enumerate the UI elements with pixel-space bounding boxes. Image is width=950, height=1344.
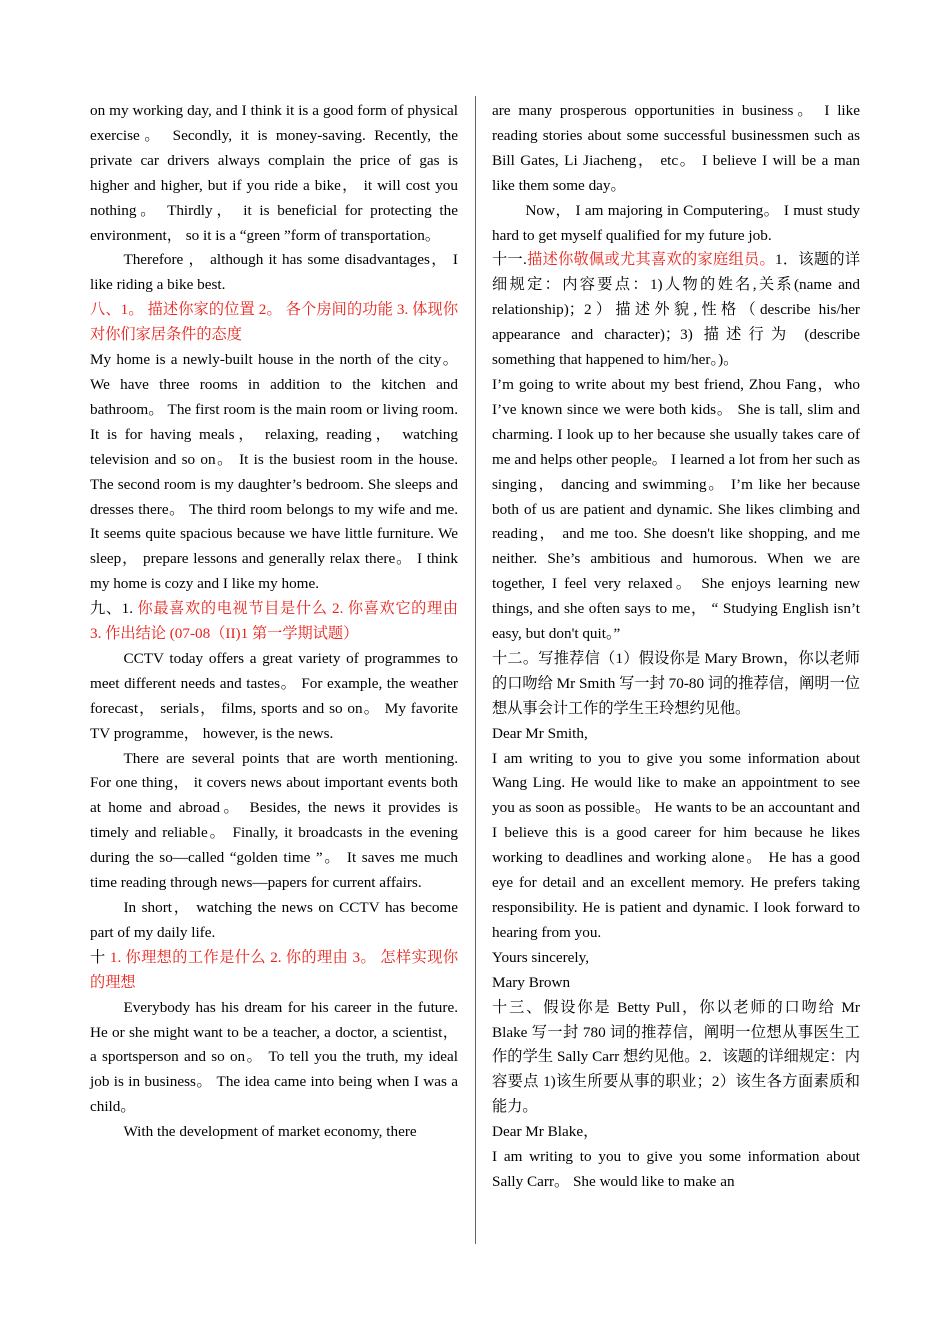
section-heading-13: 十三、假设你是 Betty Pull，你以老师的口吻给 Mr Blake 写一封 780 词的推荐信，阐明一位想从事医生工作的学生 Sally Carr 想约见他。2．该题的详细规定：内容要点 1)该生所要从事的职业；2）该生各方面素质和能力。 (492, 998, 860, 1116)
section-heading-9 (90, 597, 458, 647)
paragraph: are many prosperous opportunities in business。 I like reading stories about some successful businessmen such as Bill Gates, Li Jiacheng， etc。 I believe I will be a man like them some day。 (492, 102, 860, 194)
section-heading-12: 十二。写推荐信（1）假设你是 Mary Brown，你以老师的口吻给 Mr Smith 写一封 70-80 词的推荐信，阐明一位想从事会计工作的学生王玲想约见他。 (492, 649, 860, 717)
column-divider (475, 96, 476, 1244)
letter-signature: Mary Brown (492, 973, 571, 991)
heading-number: 十 (90, 948, 110, 966)
right-column (492, 99, 860, 1195)
letter-body: I am writing to you to give you some information about Wang Ling. He would like to make an appointment to see you as soon as possible。 He wants to be an accountant and I believe this is a good career for him because he likes working to deadlines and working alone。 He has a good eye for detail and an excellent memory. He prefers taking responsibility. He is patient and dynamic. I look forward to hearing from you. (492, 749, 860, 941)
letter-salutation: Dear Mr Blake， (492, 1123, 599, 1141)
letter-body: I am writing to you to give you some information about Sally Carr。 She would like to make an (492, 1148, 860, 1190)
paragraph: Everybody has his dream for his career in the future. He or she might want to be a teacher, a doctor, a scientist， a sportsperson and so on。 To tell you the truth, my ideal job is in business。 The idea came into being when I was a child。 (90, 998, 458, 1116)
paragraph: With the development of market economy, there (123, 1123, 417, 1141)
left-column (90, 99, 458, 1145)
heading-text: 你最喜欢的电视节目是什么 2. 你喜欢它的理由 3. 作出结论 (90, 600, 459, 643)
exam-reference: (07-08（II)1 第一学期试题） (169, 625, 359, 643)
paragraph: Now， I am majoring in Computering。 I must study hard to get myself qualified for my future job. (492, 201, 860, 244)
heading-text: 描述你敬佩或尤其喜欢的家庭组员。 (526, 251, 775, 269)
paragraph: CCTV today offers a great variety of programmes to meet different needs and tastes。 For example, the weather forecast， serials， films, sports and so on。 My favorite TV programme， however, is the news. (90, 649, 458, 742)
letter-closing: Yours sincerely, (492, 948, 590, 966)
paragraph: My home is a newly-built house in the north of the city。 We have three rooms in addition to the kitchen and bathroom。 The first room is the main room or living room. It is for having meals， relaxing, reading， watching television and so on。 It is the busiest room in the house. The second room is my daughter’s bedroom. She sleeps and dresses there。 The third room belongs to my wife and me. It seems quite spacious because we have little furniture. We sleep， prepare lessons and generally relax there。 I think my home is cozy and I like my home. (90, 351, 458, 593)
paragraph: I’m going to write about my best friend, Zhou Fang，who I’ve known since we were both kids。 She is tall, slim and charming. I look up to her because she usually takes care of me and helps other people。 I learned a lot from her such as singing， dancing and swimming。 I’m like her because both of us are patient and dynamic. She likes climbing and reading， and me too. She doesn't like shopping, and me neither. She’s ambitious and humorous. When we are together, I feel very relaxed。 She enjoys learning new things, and she often says to me， “ Studying English isn’t easy, but don't quit。” (492, 375, 860, 643)
paragraph: There are several points that are worth mentioning. For one thing， it covers news about important events both at home and abroad。 Besides, the news it provides is timely and reliable。 Finally, it broadcasts in the evening during the so—called “golden time ”。 It saves me much time reading through news—papers for current affairs. (90, 749, 458, 892)
heading-text: 1. 你理想的工作是什么 2. 你的理由 3。 怎样实现你的理想 (90, 948, 459, 991)
letter-salutation: Dear Mr Smith, (492, 724, 588, 742)
heading-number: 九、1. (90, 600, 138, 618)
heading-number: 十一. (492, 251, 527, 269)
heading-details: 1．该题的详细规定：内容要点：1)人物的姓名,关系(name and relationship)；2）描述外貌,性格（describe his/her appearance and character)；3) 描述行为 (describe something that happened to him/her。)。 (492, 251, 861, 369)
section-heading-8: 八、1。 描述你家的位置 2。 各个房间的功能 3. 体现你对你们家居条件的态度 (90, 301, 458, 344)
section-heading-11 (492, 248, 860, 373)
paragraph: In short， watching the news on CCTV has become part of my daily life. (90, 899, 458, 941)
section-heading-10 (90, 946, 458, 996)
paragraph: Therefore ， although it has some disadvantages， I like riding a bike best. (90, 251, 458, 294)
paragraph: on my working day, and I think it is a good form of physical exercise。 Secondly, it is money-saving. Recently, the private car drivers always complain the price of gas is higher and higher, but if you ride a bike， it will cost you nothing。 Thirdly， it is beneficial for protecting the environment， so it is a “green ”form of transportation。 (90, 102, 458, 244)
